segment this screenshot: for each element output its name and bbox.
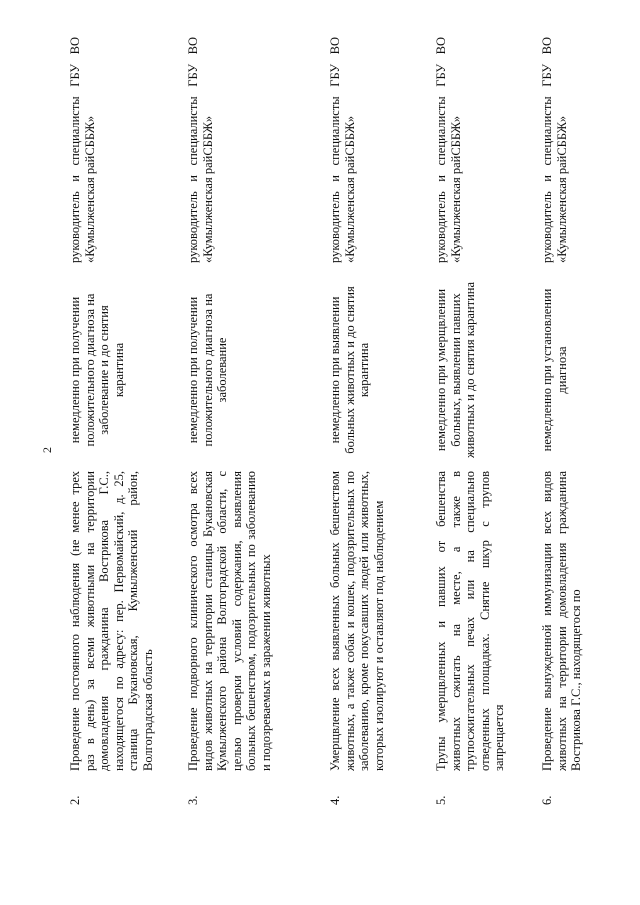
table-row xyxy=(328,35,386,805)
table-row xyxy=(186,35,274,805)
responsible-text: руководитель и специалисты ГБУ ВО «Кумылженская райСББЖ» xyxy=(328,37,357,263)
measure-text: Умерщвление всех выявленных больных бешенством животных, а также собак и кошек, подозрительных по заболеванию, кроме покусавших людей или животных, которых изолируют и оставляют под наблюдением xyxy=(328,471,386,771)
deadline-text: немедленно при получении положительного диагноза на заболевание и до снятия карантина xyxy=(68,293,126,447)
deadline-text: немедленно при установлении диагноза xyxy=(540,288,569,452)
measure-text: Проведение постоянного наблюдения (не менее трех раз в день) за всеми животными на территории домовладения гражданина Вострикова Г.С., находящегося по адресу: пер. Первомайский, д. 25, станица Букановская, Кумылженский район, Волгоградская область xyxy=(68,471,155,771)
measure-text: Проведение вынужденной иммунизации всех видов животных на территории домовладения гражданина Вострикова Г.С., находящегося по xyxy=(540,471,584,771)
measure-text: Трупы умерщвленных и павших от бешенства животных сжигать на месте, а также в трупосжигательных печах или на специально отведенных площадках. Снятие шкур с трупов запрещается xyxy=(434,471,507,771)
responsible-text: руководитель и специалисты ГБУ ВО «Кумылженская райСББЖ» xyxy=(434,37,463,263)
table-row xyxy=(68,35,156,805)
deadline-text: немедленно при выявлении больных животных и до снятия карантина xyxy=(328,286,372,454)
row-number: 6. xyxy=(540,795,554,805)
table-row xyxy=(434,35,507,805)
responsible-text: руководитель и специалисты ГБУ ВО «Кумылженская райСББЖ» xyxy=(68,37,97,263)
deadline-text: немедленно при получении положительного диагноза на заболевание xyxy=(186,293,230,447)
responsible-text: руководитель и специалисты ГБУ ВО «Кумылженская райСББЖ» xyxy=(186,37,215,263)
deadline-text: немедленно при умерщвлении больных, выявлении павших животных и до снятия карантина xyxy=(434,281,478,459)
row-number: 2. xyxy=(68,795,82,805)
measure-text: Проведение подворного клинического осмотра всех видов животных на территории станицы Букановская Кумылженского района Волгоградской области, с целью проверки условий содержания, выявления больных бешенством, подозрительных по заболеванию и подозреваемых в заражении животных xyxy=(186,471,273,771)
row-number: 3. xyxy=(186,795,200,805)
page-number: 2 xyxy=(40,447,54,453)
table-row xyxy=(540,35,584,805)
row-number: 5. xyxy=(434,795,448,805)
row-number: 4. xyxy=(328,795,342,805)
responsible-text: руководитель и специалисты ГБУ ВО «Кумылженская райСББЖ» xyxy=(540,37,569,263)
